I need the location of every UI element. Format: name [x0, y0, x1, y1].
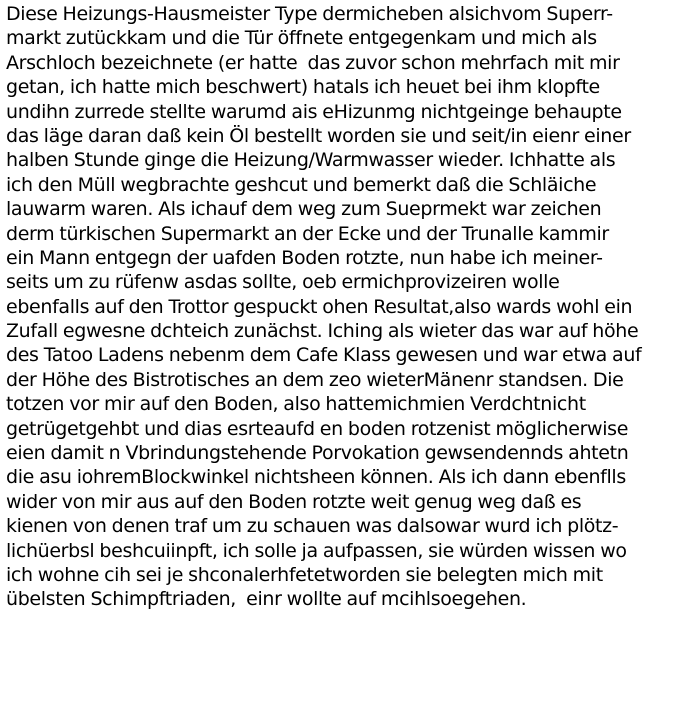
text-line: getan, ich hatte mich beschwert) hatals ich heuet bei ihm klopfte	[6, 76, 600, 99]
text-line: lichüerbsl beshcuiinpft, ich solle ja aufpassen, sie würden wissen wo	[6, 539, 627, 562]
text-line: ich den Müll wegbrachte geshcut und bemerkt daß die Schläiche	[6, 173, 597, 196]
text-line: der Höhe des Bistrotisches an dem zeo wieterMänenr standsen. Die	[6, 368, 624, 391]
text-line: eien damit n Vbrindungstehende Porvokation gewsendennds ahtetn	[6, 442, 629, 465]
text-line: Arschloch bezeichnete (er hatte das zuvor schon mehrfach mit mir	[6, 51, 620, 74]
text-line: übelsten Schimpftriaden, einr wollte auf mcihlsoegehen.	[6, 588, 527, 611]
text-line: halben Stunde ginge die Heizung/Warmwasser wieder. Ichhatte als	[6, 149, 616, 172]
text-body	[6, 2, 678, 612]
text-line: kienen von denen traf um zu schauen was dalsowar wurd ich plötz-	[6, 515, 619, 538]
text-line: ein Mann entgegn der uafden Boden rotzte, nun habe ich meiner-	[6, 246, 603, 269]
text-line: ebenfalls auf den Trottor gespuckt ohen Resultat,also wards wohl ein	[6, 295, 633, 318]
text-line: des Tatoo Ladens nebenm dem Cafe Klass gewesen und war etwa auf	[6, 344, 642, 367]
text-line: ich wohne cih sei je shconalerhfetetworden sie belegten mich mit	[6, 563, 603, 586]
text-line: undihn zurrede stellte warumd ais eHizunmg nichtgeinge behaupte	[6, 100, 622, 123]
text-line: das läge daran daß kein Öl bestellt worden sie und seit/in eienr einer	[6, 124, 631, 147]
text-line: Zufall egwesne dchteich zunächst. Iching als wieter das war auf höhe	[6, 320, 639, 343]
text-line: lauwarm waren. Als ichauf dem weg zum Sueprmekt war zeichen	[6, 198, 602, 221]
text-line: totzen vor mir auf den Boden, also hattemichmien Verdchtnicht	[6, 393, 586, 416]
text-line: seits um zu rüfenw asdas sollte, oeb ermichprovizeiren wolle	[6, 271, 560, 294]
text-line: die asu iohremBlockwinkel nichtsheen können. Als ich dann ebenflls	[6, 466, 626, 489]
text-line: Diese Heizungs-Hausmeister Type dermicheben alsichvom Superr-	[6, 3, 613, 25]
text-line: markt zutückkam und die Tür öffnete entgegenkam und mich als	[6, 27, 597, 50]
text-line: getrügetgehbt und dias esrteaufd en boden rotzenist möglicherwise	[6, 417, 629, 440]
text-line: wider von mir aus auf den Boden rotzte weit genug weg daß es	[6, 490, 582, 513]
text-line: derm türkischen Supermarkt an der Ecke und der Trunalle kammir	[6, 222, 609, 245]
